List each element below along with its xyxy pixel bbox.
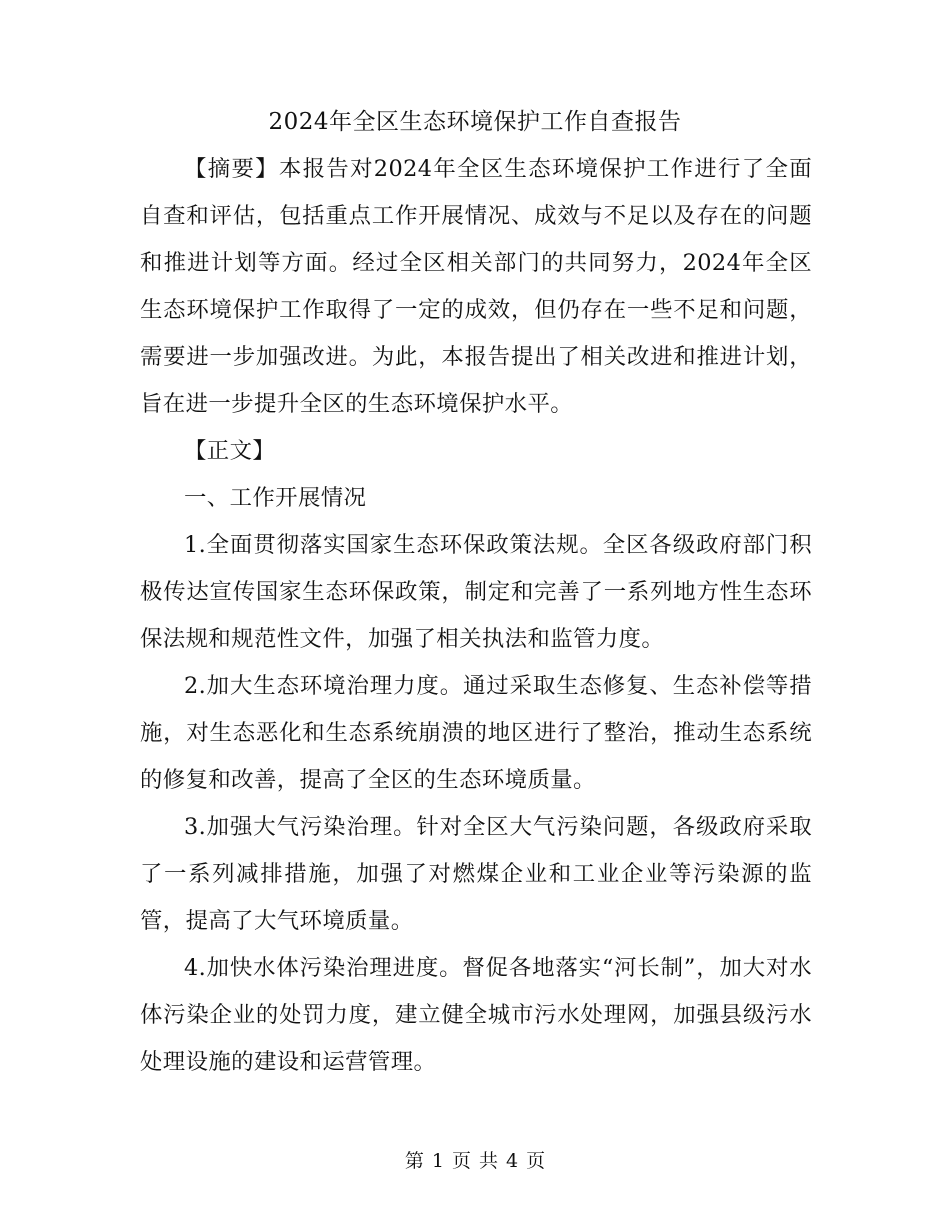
body-paragraph: 2.加大生态环境治理力度。通过采取生态修复、生态补偿等措施，对生态恶化和生态系统崩溃的地区进行了整治，推动生态系统的修复和改善，提高了全区的生态环境质量。 xyxy=(140,673,812,793)
abstract-paragraph: 【摘要】本报告对2024年全区生态环境保护工作进行了全面自查和评估，包括重点工作开展情况、成效与不足以及存在的问题和推进计划等方面。经过全区相关部门的共同努力，2024年全区生态环境保护工作取得了一定的成效，但仍存在一些不足和问题，需要进一步加强改进。为此，本报告提出了相关改进和推进计划，旨在进一步提升全区的生态环境保护水平。 xyxy=(140,156,812,417)
document-title: 2024年全区生态环境保护工作自查报告 xyxy=(268,109,682,135)
body-paragraph: 3.加强大气污染治理。针对全区大气污染问题，各级政府采取了一系列减排措施，加强了对燃煤企业和工业企业等污染源的监管，提高了大气环境质量。 xyxy=(140,814,812,934)
section-label-main-text: 【正文】 xyxy=(184,438,276,464)
body-paragraph: 1.全面贯彻落实国家生态环保政策法规。全区各级政府部门积极传达宣传国家生态环保政策，制定和完善了一系列地方性生态环保法规和规范性文件，加强了相关执法和监管力度。 xyxy=(140,532,812,652)
body-paragraph: 4.加快水体污染治理进度。督促各地落实“河长制”，加大对水体污染企业的处罚力度，建立健全城市污水处理网，加强县级污水处理设施的建设和运营管理。 xyxy=(140,955,812,1075)
section-heading-work-status: 一、工作开展情况 xyxy=(184,485,367,511)
page-number-footer: 第 1 页 共 4 页 xyxy=(404,1150,546,1172)
document-body xyxy=(140,146,812,1086)
